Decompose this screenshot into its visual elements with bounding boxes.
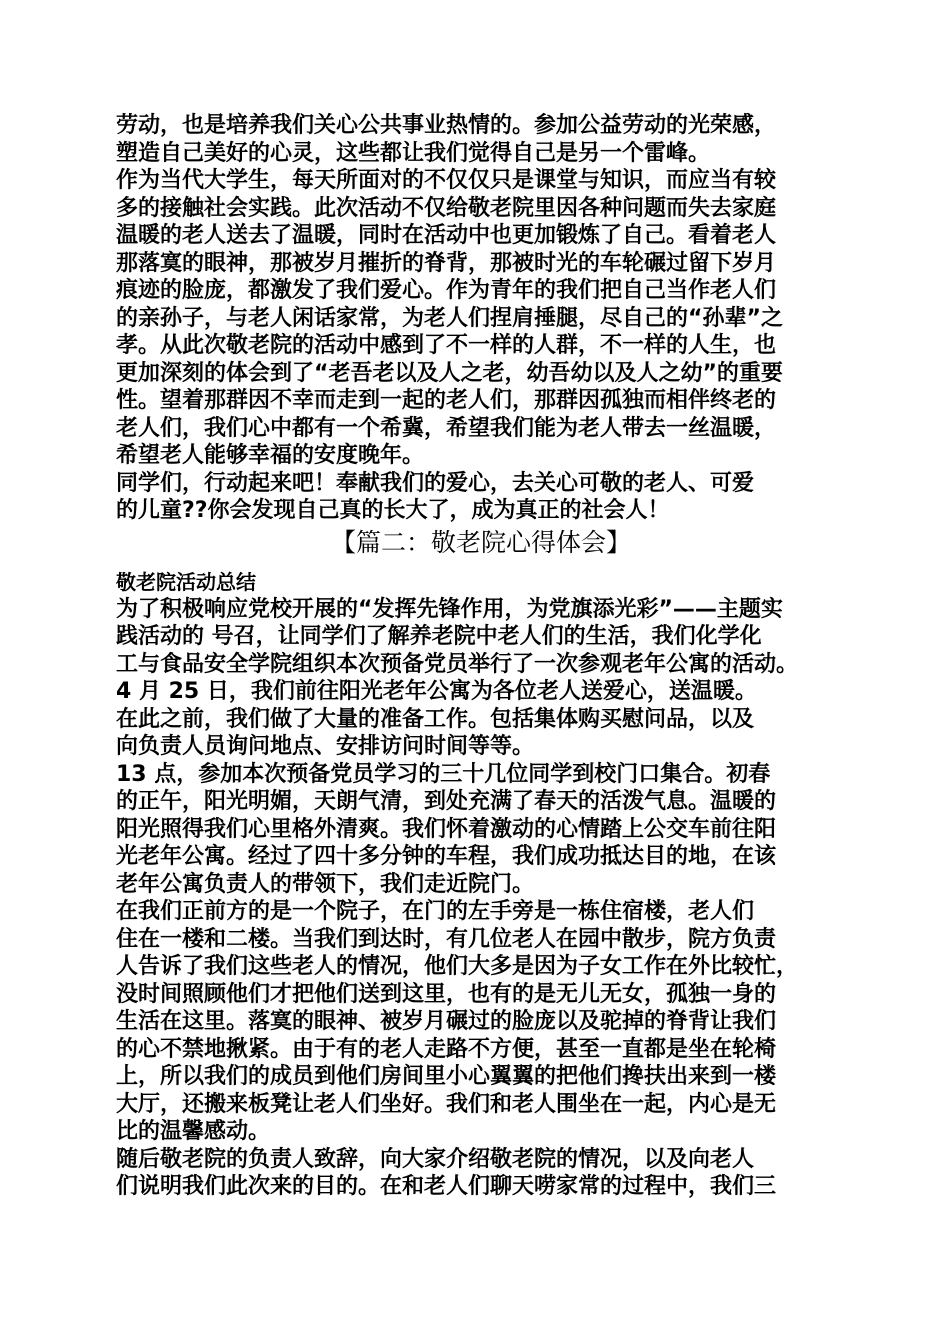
text-line: 老人们，我们心中都有一个希冀，希望我们能为老人带去一丝温暖， xyxy=(116,415,777,441)
text-line: 工与食品安全学院组织本次预备党员举行了一次参观老年公寓的活动。 xyxy=(116,651,799,677)
text-line: 希望老人能够幸福的安度晚年。 xyxy=(116,443,425,468)
document-page xyxy=(116,112,846,1201)
text-line: 生活在这里。落寞的眼神、被岁月碾过的脸庞以及驼掉的脊背让我们 xyxy=(116,1009,777,1034)
text-line: 劳动，也是培养我们关心公共事业热情的。参加公益劳动的光荣感， xyxy=(116,113,777,138)
text-line: 老年公寓负责人的带领下，我们走近院门。 xyxy=(116,871,535,897)
text-line: 大厅，还搬来板凳让老人们坐好。我们和老人围坐在一起，内心是无 xyxy=(116,1091,777,1117)
text-line: 的亲孙子，与老人闲话家常，为老人们捏肩捶腿，尽自己的“孙辈”之 xyxy=(116,305,783,331)
text-line: 的儿童??你会发现自己真的长大了，成为真正的社会人！ xyxy=(116,498,670,523)
text-line: 没时间照顾他们才把他们送到这里，也有的是无儿无女，孤独一身的 xyxy=(116,981,777,1007)
text-line: 多的接触社会实践。此次活动不仅给敬老院里因各种问题而失去家庭 xyxy=(116,195,777,221)
text-line: 光老年公寓。经过了四十多分钟的车程，我们成功抵达目的地，在该 xyxy=(116,844,777,869)
text-line: 塑造自己美好的心灵，这些都让我们觉得自己是另一个雷峰。 xyxy=(116,140,711,166)
text-line: 在我们正前方的是一个院子，在门的左手旁是一栋住宿楼，老人们 xyxy=(116,899,755,924)
essay-part-one xyxy=(116,112,846,525)
text-line: 上，所以我们的成员到他们房间里小心翼翼的把他们搀扶出来到一楼 xyxy=(116,1064,777,1089)
text-line: 住在一楼和二楼。当我们到达时，有几位老人在园中散步，院方负责 xyxy=(116,926,777,952)
section-subheading: 敬老院活动总结 xyxy=(116,569,256,594)
text-line: 更加深刻的体会到了“老吾老以及人之老，幼吾幼以及人之幼”的重要 xyxy=(116,360,783,386)
text-line: 温暖的老人送去了温暖，同时在活动中也更加锻炼了自己。看着老人 xyxy=(116,223,777,248)
text-line: 痕迹的脸庞，都激发了我们爱心。作为青年的我们把自己当作老人们 xyxy=(116,278,777,303)
text-line: 4 月 25 日，我们前往阳光老年公寓为各位老人送爱心，送温暖。 xyxy=(116,679,757,704)
text-line: 作为当代大学生，每天所面对的不仅仅只是课堂与知识，而应当有较 xyxy=(116,168,777,193)
text-line: 比的温馨感动。 xyxy=(116,1119,271,1144)
text-line: 那落寞的眼神，那被岁月摧折的脊背，那被时光的车轮碾过留下岁月 xyxy=(116,250,777,276)
text-line: 同学们，行动起来吧！奉献我们的爱心，去关心可敬的老人、可爱 xyxy=(116,470,755,496)
text-line: 在此之前，我们做了大量的准备工作。包括集体购买慰问品，以及 xyxy=(116,706,755,732)
text-line: 们说明我们此次来的目的。在和老人们聊天唠家常的过程中，我们三 xyxy=(116,1174,777,1199)
text-line: 向负责人员询问地点、安排访问时间等等。 xyxy=(116,734,535,759)
text-line: 随后敬老院的负责人致辞，向大家介绍敬老院的情况，以及向老人 xyxy=(116,1146,755,1172)
text-line: 的心不禁地揪紧。由于有的老人走路不方便，甚至一直都是坐在轮椅 xyxy=(116,1036,777,1062)
essay-part-two xyxy=(116,596,846,1201)
text-line: 13 点，参加本次预备党员学习的三十几位同学到校门口集合。初春 xyxy=(116,761,771,787)
text-line: 阳光照得我们心里格外清爽。我们怀着激动的心情踏上公交车前往阳 xyxy=(116,816,777,842)
text-line: 孝。从此次敬老院的活动中感到了不一样的人群，不一样的人生，也 xyxy=(116,333,777,358)
text-line: 的正午，阳光明媚，天朗气清，到处充满了春天的活泼气息。温暖的 xyxy=(116,789,777,814)
text-line: 为了积极响应党校开展的“发挥先锋作用，为党旗添光彩”——主题实 xyxy=(116,596,783,622)
section-heading: 【篇二：敬老院心得体会】 xyxy=(330,527,631,557)
text-line: 性。望着那群因不幸而走到一起的老人们，那群因孤独而相伴终老的 xyxy=(116,388,777,413)
text-line: 人告诉了我们这些老人的情况，他们大多是因为子女工作在外比较忙， xyxy=(116,954,799,979)
text-line: 践活动的 号召，让同学们了解养老院中老人们的生活，我们化学化 xyxy=(116,624,762,649)
